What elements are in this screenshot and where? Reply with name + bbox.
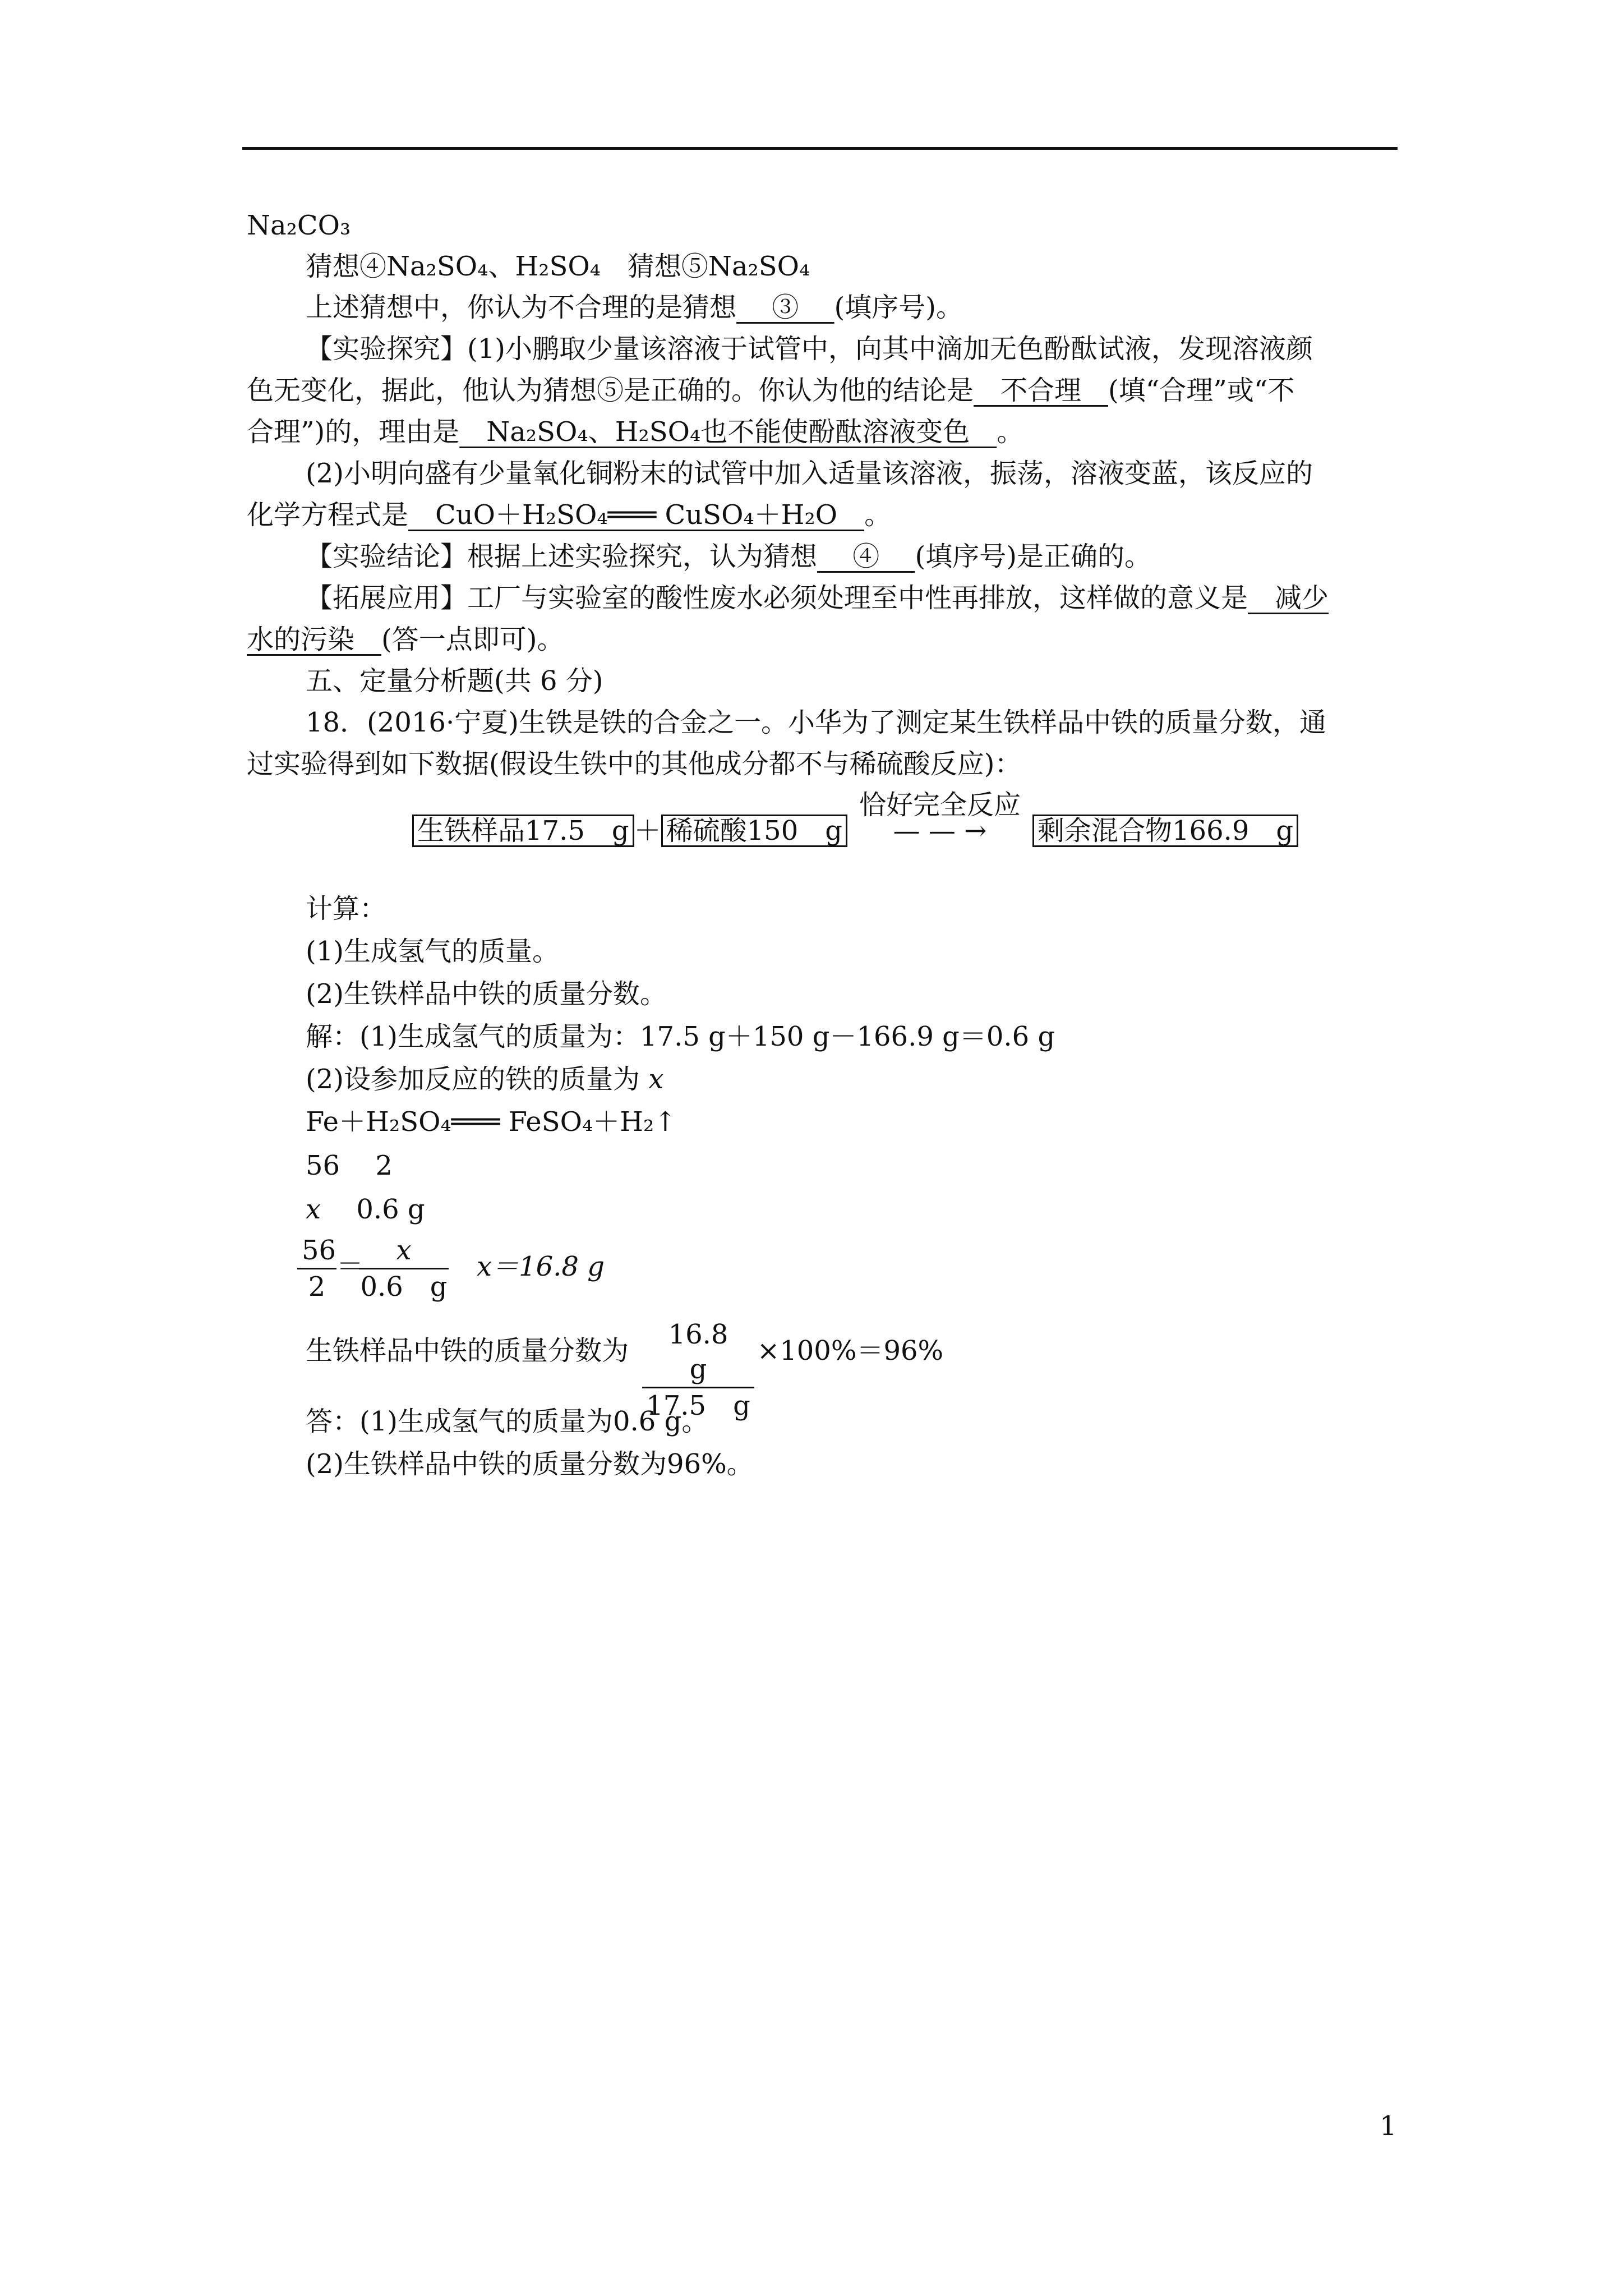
text: 。 xyxy=(997,416,1024,448)
sample-box: 生铁样品17.5 g xyxy=(412,815,634,847)
proportion-left-fraction xyxy=(297,1233,336,1304)
text: (填“合理”或“不 xyxy=(1108,375,1295,406)
variable-x: x xyxy=(306,1194,321,1225)
text: (填序号)是正确的。 xyxy=(915,541,1152,572)
answer-blank: Na₂SO₄、H₂SO₄也不能使酚酞溶液变色 xyxy=(459,416,997,448)
answer-1: 答：(1)生成氢气的质量为0.6 g。 xyxy=(306,1406,709,1437)
hypothesis-4-5: 猜想④Na₂SO₄、H₂SO₄ 猜想⑤Na₂SO₄ xyxy=(306,251,810,282)
reaction-arrow xyxy=(847,789,1032,846)
solution-step-1: 解：(1)生成氢气的质量为：17.5 g＋150 g－166.9 g＝0.6 g xyxy=(306,1021,1055,1052)
answer-equation: CuO＋H₂SO₄═══ CuSO₄＋H₂O xyxy=(408,499,865,531)
acid-box: 稀硫酸150 g xyxy=(661,815,847,847)
text: (答一点即可)。 xyxy=(381,624,564,655)
numerator: 16.8 g xyxy=(642,1317,754,1388)
answer-blank: 减少 xyxy=(1248,582,1329,614)
unreasonable-hypothesis-line xyxy=(306,291,963,324)
experiment-conclusion-line xyxy=(306,540,1151,573)
experiment-explore-line-1: 【实验探究】(1)小鹏取少量该溶液于试管中，向其中滴加无色酚酞试液，发现溶液颜 xyxy=(306,333,1313,365)
arrow-glyph: — — → xyxy=(893,815,987,846)
mass-fraction-result: ×100%＝96% xyxy=(757,1335,944,1366)
text: 0.6 g xyxy=(321,1194,425,1225)
proportion-right-fraction xyxy=(359,1233,449,1304)
text: 色无变化，据此，他认为猜想⑤是正确的。你认为他的结论是 xyxy=(247,375,974,406)
numerator: x xyxy=(359,1233,449,1269)
text: 化学方程式是 xyxy=(247,499,409,531)
variable-x: x xyxy=(648,1064,664,1095)
solution-step-2 xyxy=(306,1062,663,1096)
calc-item-1: (1)生成氢气的质量。 xyxy=(306,936,559,967)
denominator: 0.6 g xyxy=(360,1271,448,1303)
unknowns-row xyxy=(306,1193,425,1226)
text: (2)设参加反应的铁的质量为 xyxy=(306,1064,640,1095)
x-result: x＝16.8 g xyxy=(477,1251,605,1282)
equals-sign: ＝ xyxy=(336,1251,364,1282)
mass-fraction-label: 生铁样品中铁的质量分数为 xyxy=(306,1335,629,1366)
text: 上述猜想中，你认为不合理的是猜想 xyxy=(306,292,737,323)
denominator: 17.5 g xyxy=(646,1390,750,1421)
experiment-2-line-2 xyxy=(247,498,891,532)
question-18-line-1: 18．(2016·宁夏)生铁是铁的合金之一。小华为了测定某生铁样品中铁的质量分数，通 xyxy=(306,707,1326,738)
text: 。 xyxy=(864,499,892,531)
numerator: 56 xyxy=(297,1233,336,1269)
answer-blank-tail xyxy=(354,624,381,655)
extension-line-1 xyxy=(306,581,1329,615)
text: (填序号)。 xyxy=(834,292,963,323)
header-rule xyxy=(242,147,1398,150)
extension-line-2 xyxy=(247,623,564,656)
text: 合理”)的，理由是 xyxy=(247,416,460,448)
arrow-condition: 恰好完全反应 xyxy=(859,789,1021,821)
denominator: 2 xyxy=(308,1271,326,1303)
experiment-2-line-1: (2)小明向盛有少量氧化铜粉末的试管中加入适量该溶液，振荡，溶液变蓝，该反应的 xyxy=(306,458,1313,489)
section-heading: 五、定量分析题(共 6 分) xyxy=(306,665,603,697)
text: 【实验结论】根据上述实验探究，认为猜想 xyxy=(306,541,818,572)
question-18-line-2: 过实验得到如下数据(假设生铁中的其他成分都不与稀硫酸反应)： xyxy=(247,748,1022,780)
answer-na2co3: Na₂CO₃ xyxy=(247,210,351,241)
calc-item-2: (2)生铁样品中铁的质量分数。 xyxy=(306,978,667,1010)
answer-blank: 不合理 xyxy=(974,375,1109,406)
remainder-box: 剩余混合物166.9 g xyxy=(1032,815,1298,847)
answer-2: (2)生铁样品中铁的质量分数为96%。 xyxy=(306,1448,754,1480)
answer-blank: ③ xyxy=(736,292,834,323)
calc-label: 计算： xyxy=(306,893,387,924)
text: 【拓展应用】工厂与实验室的酸性废水必须处理至中性再排放，这样做的意义是 xyxy=(306,582,1248,614)
answer-blank: 水的污染 xyxy=(247,624,355,655)
equation-fe: Fe＋H₂SO₄═══ FeSO₄＋H₂↑ xyxy=(306,1106,677,1138)
answer-blank: ④ xyxy=(817,541,915,572)
experiment-explore-line-2 xyxy=(247,374,1294,407)
experiment-explore-line-3 xyxy=(247,415,1023,449)
page-number: 1 xyxy=(1380,2110,1397,2142)
reaction-flow xyxy=(412,789,1298,847)
molar-masses: 56 2 xyxy=(306,1150,393,1181)
plus-sign: ＋ xyxy=(634,815,661,846)
